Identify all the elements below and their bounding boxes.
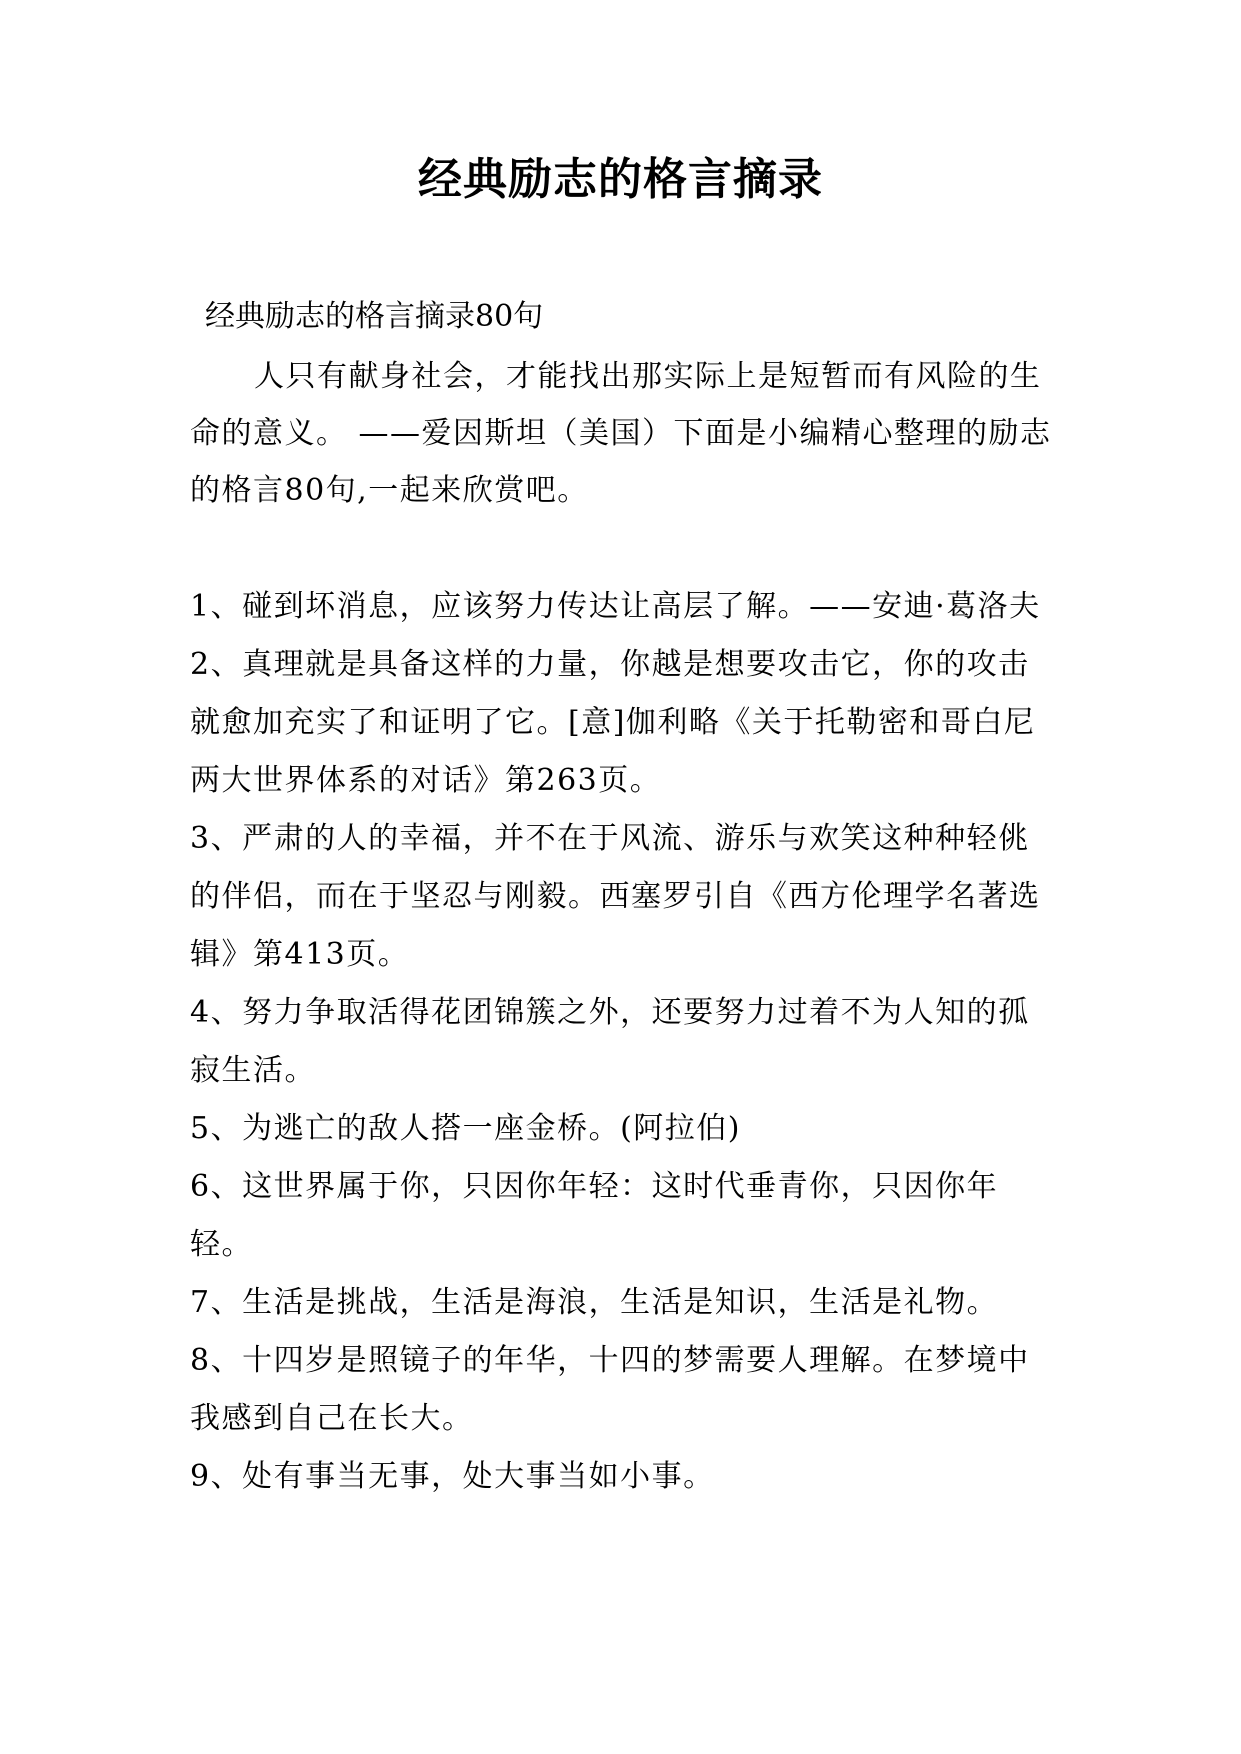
quote-item: 3、严肃的人的幸福，并不在于风流、游乐与欢笑这种种轻佻的伴侣，而在于坚忍与刚毅。西塞罗引自《西方伦理学名著选辑》第413页。 [190, 821, 1041, 972]
quote-item: 6、这世界属于你，只因你年轻：这时代垂青你，只因你年轻。 [190, 1169, 999, 1262]
quote-item: 1、碰到坏消息，应该努力传达让高层了解。——安迪·葛洛夫 [190, 589, 1041, 624]
quote-item: 4、努力争取活得花团锦簇之外，还要努力过着不为人知的孤寂生活。 [190, 995, 1030, 1088]
quote-list [190, 578, 1060, 1506]
quote-item: 2、真理就是具备这样的力量，你越是想要攻击它，你的攻击就愈加充实了和证明了它。[意]伽利略《关于托勒密和哥白尼两大世界体系的对话》第263页。 [190, 647, 1036, 798]
quote-item: 8、十四岁是照镜子的年华，十四的梦需要人理解。在梦境中我感到自己在长大。 [190, 1343, 1030, 1436]
document-subtitle: 经典励志的格言摘录80句 [205, 299, 544, 334]
quote-item: 5、为逃亡的敌人搭一座金桥。(阿拉伯) [190, 1111, 741, 1146]
quote-item: 7、生活是挑战，生活是海浪，生活是知识，生活是礼物。 [190, 1285, 999, 1320]
document-title: 经典励志的格言摘录 [418, 154, 823, 205]
intro-paragraph: 人只有献身社会，才能找出那实际上是短暂而有风险的生命的意义。 ——爱因斯坦（美国）下面是小编精心整理的励志的格言80句,一起来欣赏吧。 [190, 359, 1052, 508]
quote-item: 9、处有事当无事，处大事当如小事。 [190, 1459, 715, 1494]
